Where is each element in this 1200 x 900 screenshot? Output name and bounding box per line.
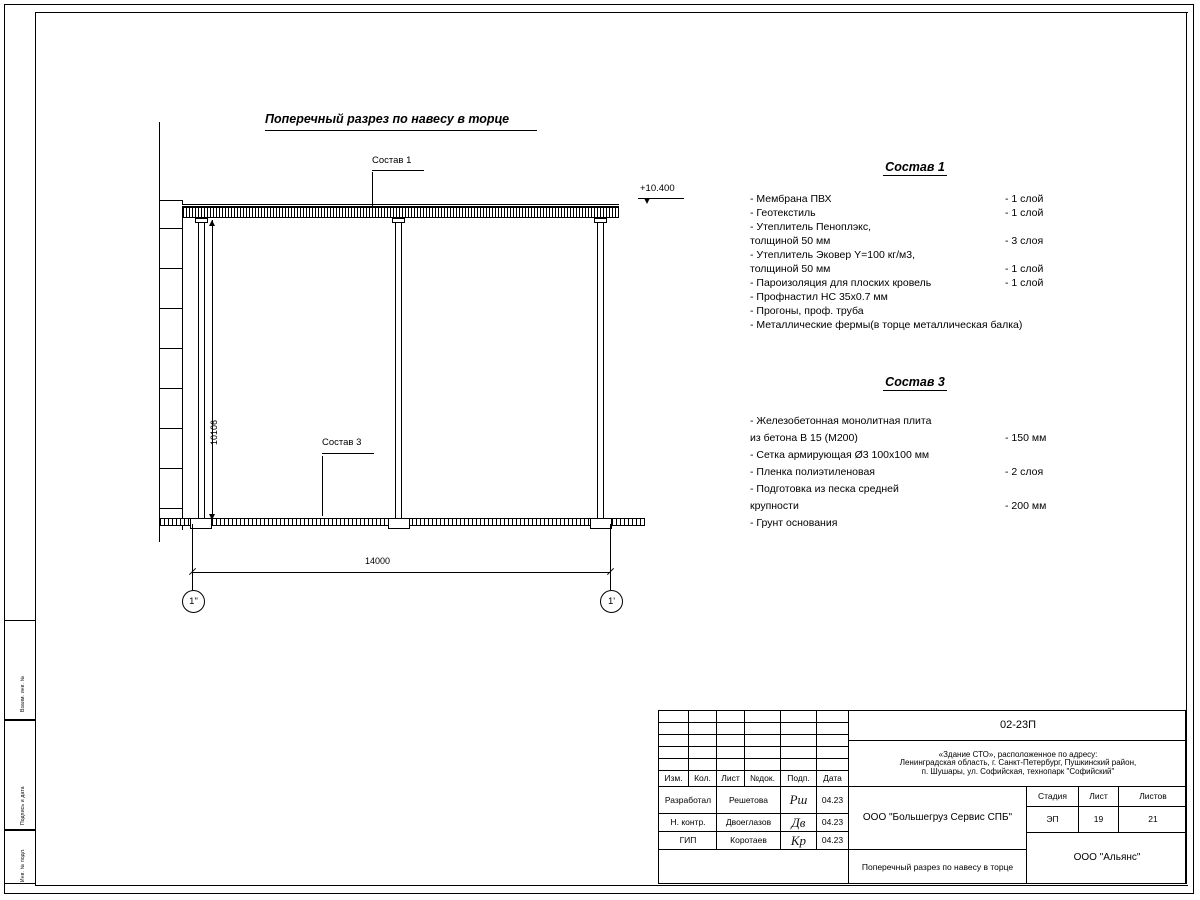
rev-grid-r5c1: [659, 759, 689, 771]
leader-underline-sostav1: [372, 170, 424, 171]
grid-tick-f: [159, 388, 182, 389]
rev-grid-r3c5: [781, 735, 817, 747]
spec1-rows: [750, 192, 1080, 332]
spec-row: [750, 206, 1080, 220]
spec-row-name: - Профнастил НС 35х0.7 мм: [750, 291, 888, 303]
grid-line-left: [159, 122, 160, 542]
rev-header-podp: Подп.: [781, 771, 817, 787]
spec-row-name: крупности: [750, 500, 799, 512]
spec-row: [750, 304, 1080, 318]
spec-row-name: из бетона В 15 (М200): [750, 432, 858, 444]
rev-grid-r2c1: [659, 723, 689, 735]
spec-row: [750, 318, 1080, 332]
rev-grid-r1c2: [689, 711, 717, 723]
column-right: [597, 218, 604, 518]
rev-header-kol: Кол.: [689, 771, 717, 787]
spec-row: [750, 248, 1080, 262]
span-dim-text: 14000: [365, 556, 391, 566]
rev-grid-r5c6: [817, 759, 849, 771]
rev-grid-r3c2: [689, 735, 717, 747]
rev-grid-r3c6: [817, 735, 849, 747]
rev-grid-r2c2: [689, 723, 717, 735]
rev-header-list: Лист: [717, 771, 745, 787]
role-signature-razrabotal: Рш: [781, 787, 817, 814]
rev-grid-r5c4: [745, 759, 781, 771]
object-description-line2: Ленинградская область, г. Санкт-Петербург, Пушкинский район,: [899, 758, 1137, 768]
level-mark-arrow: [644, 198, 650, 204]
role-label-razrabotal: Разработал: [659, 787, 717, 814]
spec-row-name: - Мембрана ПВХ: [750, 193, 832, 205]
grid-tick-i: [159, 508, 182, 509]
spec-row-value: - 1 слой: [1005, 193, 1044, 205]
spec-row-value: - 1 слой: [1005, 207, 1044, 219]
spec-block-sostav1: [750, 160, 1080, 332]
object-description: [849, 741, 1187, 787]
rev-grid-r5c2: [689, 759, 717, 771]
stage-header-list: Лист: [1079, 787, 1119, 807]
label-sostav1: Состав 1: [372, 155, 412, 166]
spec-row: [750, 220, 1080, 234]
grid-tick-h: [159, 468, 182, 469]
spec-row-name: - Прогоны, проф. труба: [750, 305, 864, 317]
grid-tick-c: [159, 268, 182, 269]
rev-grid-r2c5: [781, 723, 817, 735]
axis-bubble-right: 1': [600, 590, 623, 613]
grid-line-left-inner: [182, 200, 183, 530]
spec-row-name: - Пароизоляция для плоских кровель: [750, 277, 932, 289]
spec-row: [750, 498, 1080, 515]
section-drawing: [150, 100, 710, 620]
spec-row: [750, 481, 1080, 498]
role-name-razrabotal: Решетова: [717, 787, 781, 814]
side-strip-label-2: Подпись и дата: [20, 786, 26, 825]
role-signature-gip: Кр: [781, 832, 817, 850]
rev-grid-r4c3: [717, 747, 745, 759]
rev-grid-r1c4: [745, 711, 781, 723]
spec1-title: Состав 1: [885, 160, 945, 174]
height-dim-line: [212, 220, 213, 520]
spec-row-name: - Железобетонная монолитная плита: [750, 415, 932, 427]
leader-line-sostav1: [372, 172, 373, 208]
role-row-empty: [659, 850, 849, 884]
stage-header-listov: Листов: [1119, 787, 1187, 807]
column-left-cap: [195, 218, 208, 223]
rev-grid-r2c3: [717, 723, 745, 735]
customer-name: ООО "Большегруз Сервис СПБ": [849, 787, 1027, 850]
object-description-line3: п. Шушары, ул. Софийская, технопарк "Софийский": [921, 766, 1115, 776]
spec1-title-wrap: [750, 160, 1080, 176]
spec-row-name: - Пленка полиэтиленовая: [750, 466, 875, 478]
spec-row: [750, 464, 1080, 481]
project-code: 02-23П: [849, 711, 1187, 741]
spec-row: [750, 192, 1080, 206]
footing-middle: [388, 518, 410, 529]
height-dim-text: 10106: [209, 419, 219, 445]
spec-row: [750, 276, 1080, 290]
side-strip-label-1: Взаим. инв. №: [20, 675, 26, 712]
axis-bubble-left: 1": [182, 590, 205, 613]
stage-value-listov: 21: [1119, 807, 1187, 833]
rev-grid-r4c1: [659, 747, 689, 759]
rev-grid-r2c4: [745, 723, 781, 735]
section-title: Поперечный разрез по навесу в торце: [265, 112, 510, 126]
title-block: [658, 710, 1186, 884]
rev-grid-r2c6: [817, 723, 849, 735]
spec-block-sostav3: [750, 375, 1080, 532]
leader-line-sostav3: [322, 456, 323, 516]
spec-row-name: - Грунт основания: [750, 517, 838, 529]
object-description-line1: «Здание СТО», расположенное по адресу:: [938, 749, 1098, 759]
role-signature-nkontr: Дв: [781, 814, 817, 832]
spec-row-name: - Геотекстиль: [750, 207, 816, 219]
role-name-gip: Коротаев: [717, 832, 781, 850]
spec-row-name: - Утеплитель Эковер Y=100 кг/м3,: [750, 249, 916, 261]
column-middle: [395, 218, 402, 518]
rev-grid-r4c5: [781, 747, 817, 759]
column-right-cap: [594, 218, 607, 223]
axis-right-stem: [610, 572, 611, 590]
spec3-title-wrap: [750, 375, 1080, 391]
stage-header-stadia: Стадия: [1027, 787, 1079, 807]
footing-right: [590, 518, 612, 529]
spec-row-name: - Утеплитель Пеноплэкс,: [750, 221, 872, 233]
spec-row: [750, 515, 1080, 532]
spec-row: [750, 234, 1080, 248]
spec-row-name: - Металлические фермы(в торце металлическая балка): [750, 319, 1023, 331]
spec3-rows: [750, 413, 1080, 532]
spec-row: [750, 290, 1080, 304]
spec-row: [750, 413, 1080, 430]
column-middle-cap: [392, 218, 405, 223]
span-dim-line: [192, 572, 610, 573]
rev-grid-r4c4: [745, 747, 781, 759]
column-left: [198, 218, 205, 518]
spec-row-value: - 1 слой: [1005, 263, 1044, 275]
spec-row-value: - 200 мм: [1005, 500, 1047, 512]
rev-header-izm: Изм.: [659, 771, 689, 787]
role-label-gip: ГИП: [659, 832, 717, 850]
role-label-nkontr: Н. контр.: [659, 814, 717, 832]
height-dim-arrow-bottom: [209, 514, 215, 520]
rev-grid-r3c4: [745, 735, 781, 747]
section-title-underline: [265, 130, 537, 131]
spec-row-value: - 3 слоя: [1005, 235, 1044, 247]
spec-row: [750, 447, 1080, 464]
spec-row-value: - 150 мм: [1005, 432, 1047, 444]
height-dim-arrow-top: [209, 220, 215, 226]
spec3-title: Состав 3: [885, 375, 945, 389]
rev-header-ndok: №док.: [745, 771, 781, 787]
spec-row-name: толщиной 50 мм: [750, 263, 831, 275]
stage-value-list: 19: [1079, 807, 1119, 833]
organization-name: ООО "Альянс": [1073, 852, 1141, 864]
axis-left-stem: [192, 572, 193, 590]
rev-grid-r3c1: [659, 735, 689, 747]
grid-tick-a: [159, 200, 182, 201]
rev-grid-r3c3: [717, 735, 745, 747]
sheet-title: Поперечный разрез по навесу в торце: [849, 850, 1027, 884]
rev-grid-r1c5: [781, 711, 817, 723]
side-strip-label-3: Инв. № подл.: [20, 848, 26, 882]
rev-grid-r4c6: [817, 747, 849, 759]
spec-row: [750, 262, 1080, 276]
spec-row-value: - 2 слоя: [1005, 466, 1044, 478]
spec-row-name: толщиной 50 мм: [750, 235, 831, 247]
spec-row-name: - Подготовка из песка средней: [750, 483, 899, 495]
spec-row-name: - Сетка армирующая Ø3 100х100 мм: [750, 449, 930, 461]
grid-tick-e: [159, 348, 182, 349]
role-date-gip: 04.23: [817, 832, 849, 850]
level-mark-label: +10.400: [640, 183, 675, 194]
rev-grid-r1c1: [659, 711, 689, 723]
leader-underline-sostav3: [322, 453, 374, 454]
rev-header-data: Дата: [817, 771, 849, 787]
rev-grid-r5c3: [717, 759, 745, 771]
label-sostav3: Состав 3: [322, 437, 362, 448]
grid-tick-g: [159, 428, 182, 429]
rev-grid-r1c3: [717, 711, 745, 723]
role-date-razrabotal: 04.23: [817, 787, 849, 814]
rev-grid-r4c2: [689, 747, 717, 759]
spec-row-value: - 1 слой: [1005, 277, 1044, 289]
stage-value-stadia: ЭП: [1027, 807, 1079, 833]
role-date-nkontr: 04.23: [817, 814, 849, 832]
grid-tick-d: [159, 308, 182, 309]
spec-row: [750, 430, 1080, 447]
rev-grid-r1c6: [817, 711, 849, 723]
rev-grid-r5c5: [781, 759, 817, 771]
roof-slab: [182, 207, 619, 218]
grid-tick-b: [159, 228, 182, 229]
role-name-nkontr: Двоеглазов: [717, 814, 781, 832]
